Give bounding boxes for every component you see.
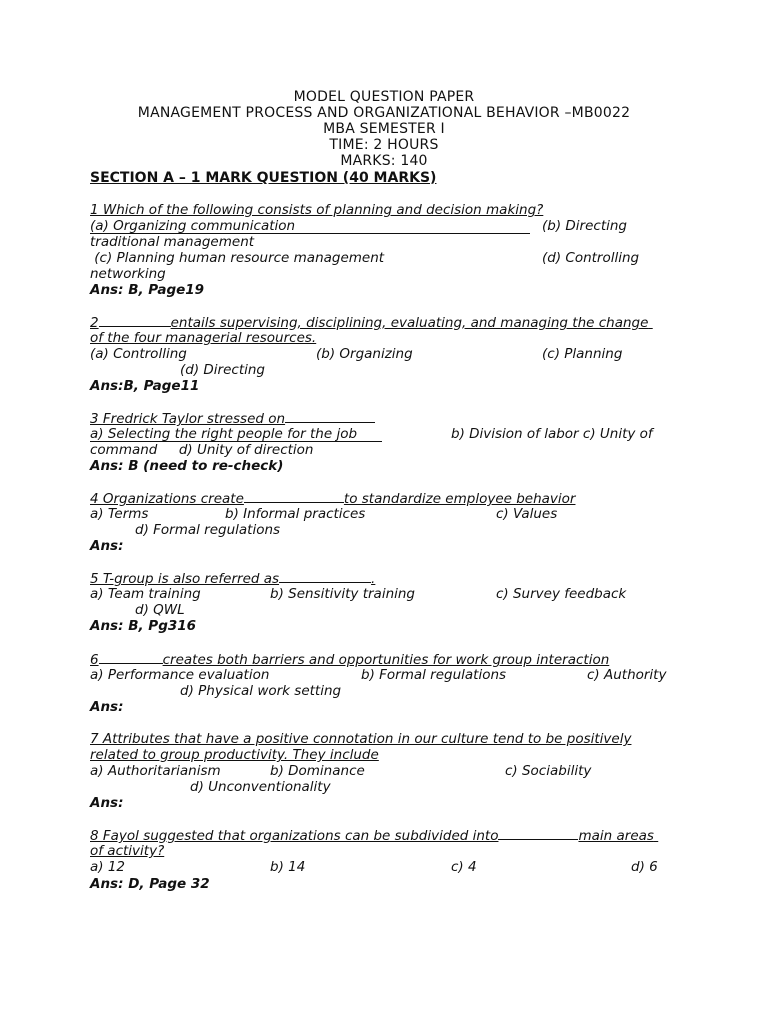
question-7-option-b: b) Dominance [270,763,365,779]
question-2-answer: Ans:B, Page11 [90,378,200,394]
question-6-option-a: a) Performance evaluation [90,667,270,683]
section-heading: SECTION A – 1 MARK QUESTION (40 MARKS) [90,170,437,186]
question-5-option-a: a) Team training [90,586,201,602]
question-1-line-4: networking [90,266,166,282]
question-7-option-a: a) Authoritarianism [90,763,221,779]
question-7-text-1: 7 Attributes that have a positive connotation in our culture tend to be positively [90,731,632,747]
question-5-line-1 [90,570,375,587]
question-4-blank [244,490,344,503]
question-6-text: creates both barriers and opportunities for work group interaction [162,652,610,668]
question-2-blank [99,314,171,327]
question-4-option-a: a) Terms [90,506,149,522]
question-5-option-d: d) QWL [135,602,185,618]
question-5-text: 5 T-group is also referred as [90,571,280,587]
question-1-option-d: (d) Controlling [542,250,640,266]
question-2-option-c: (c) Planning [542,346,623,362]
question-4-answer: Ans: [90,538,124,554]
question-5-option-c: c) Survey feedback [496,586,627,602]
question-8-text-1b: main areas [578,828,654,844]
question-2-text-1: entails supervising, disciplining, evaluating, and managing the change [170,315,649,331]
question-5-answer: Ans: B, Pg316 [90,618,197,634]
question-6-line-1 [90,651,609,668]
question-8-answer: Ans: D, Page 32 [90,876,210,892]
question-1-option-c: (c) Planning human resource management [90,250,385,266]
question-8-option-c: c) 4 [451,859,477,875]
question-2-option-d: (d) Directing [180,362,265,378]
question-4-option-c: c) Values [496,506,558,522]
question-5-option-b: b) Sensitivity training [270,586,415,602]
semester-label: MBA SEMESTER I [323,121,445,137]
question-8-line-1 [90,827,658,844]
question-4-text-2: to standardize employee behavior [343,491,576,507]
question-3-options-bc: b) Division of labor c) Unity of [451,426,653,442]
question-6-option-b: b) Formal regulations [361,667,507,683]
question-3-blank [285,410,375,423]
question-5-blank [279,570,371,583]
question-4-line-1 [90,490,575,507]
question-6-option-c: c) Authority [587,667,667,683]
question-8-blank [498,827,578,840]
question-5-end: . [371,571,376,587]
question-3-option-a: a) Selecting the right people for the job [90,426,382,442]
question-1-text: 1 Which of the following consists of planning and decision making? [90,202,544,218]
question-7-answer: Ans: [90,795,124,811]
question-2-text-2: of the four managerial resources. [90,330,317,346]
question-6-option-d: d) Physical work setting [180,683,342,699]
question-2-option-b: (b) Organizing [316,346,413,362]
question-8-option-d: d) 6 [631,859,658,875]
question-4-text-1: 4 Organizations create [90,491,244,507]
question-6-number: 6 [90,652,99,668]
question-6-answer: Ans: [90,699,124,715]
question-4-option-d: d) Formal regulations [135,522,281,538]
question-8-option-a: a) 12 [90,859,126,875]
marks-label: MARKS: 140 [340,153,428,169]
question-3-text: 3 Fredrick Taylor stressed on [90,411,286,427]
question-2-line-1 [90,314,653,331]
question-2-number: 2 [90,315,99,331]
question-3-line-2: command d) Unity of direction [90,442,314,458]
question-6-blank [99,651,163,664]
question-1-option-b: (b) Directing [542,218,627,234]
question-1-answer: Ans: B, Page19 [90,282,205,298]
question-7-text-2: related to group productivity. They include [90,747,379,763]
question-2-option-a: (a) Controlling [90,346,187,362]
question-8-option-b: b) 14 [270,859,306,875]
question-1-line-2: traditional management [90,234,255,250]
question-1-option-a: (a) Organizing communication [90,218,530,234]
time-label: TIME: 2 HOURS [329,137,439,153]
question-7-option-c: c) Sociability [505,763,592,779]
question-8-text-2: of activity? [90,843,165,859]
question-3-line-1 [90,410,375,427]
question-3-answer: Ans: B (need to re-check) [90,458,284,474]
question-8-text-1: 8 Fayol suggested that organizations can be subdivided into [90,828,499,844]
question-7-option-d: d) Unconventionality [190,779,331,795]
paper-title: MODEL QUESTION PAPER [293,89,475,105]
question-4-option-b: b) Informal practices [225,506,366,522]
course-title: MANAGEMENT PROCESS AND ORGANIZATIONAL BEHAVIOR –MB0022 [137,105,631,121]
